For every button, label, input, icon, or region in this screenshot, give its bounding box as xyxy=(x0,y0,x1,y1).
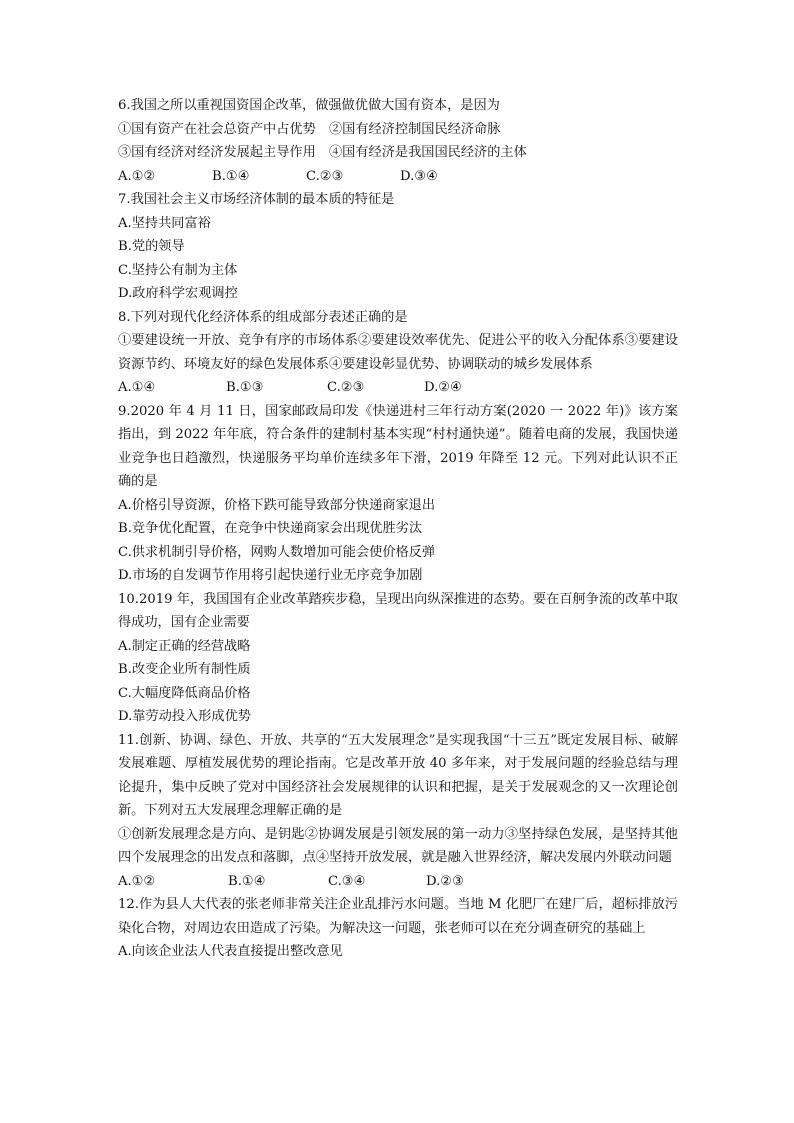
q6-options xyxy=(118,165,678,189)
question-9 xyxy=(118,400,678,588)
q12-stem: 12.作为县人大代表的张老师非常关注企业乱排污水问题。当地 M 化肥厂在建厂后，超标排放污染化合物，对周边农田造成了污染。为解决这一问题，张老师可以在充分调查研究的基础上 xyxy=(118,897,678,936)
q6-stem: 6.我国之所以重视国资国企改革，做强做优做大国有资本，是因为 xyxy=(118,98,500,113)
q11-statements: ①创新发展理念是方向、是钥匙②协调发展是引领发展的第一动力③坚持绿色发展，是坚持其他四个发展理念的出发点和落脚，点④坚持开放发展，就是融入世界经济，解决发展内外联动问题 xyxy=(118,826,678,865)
q8-option-c[interactable]: C.②③ xyxy=(327,380,365,395)
q12-option-a[interactable]: A.向该企业法人代表直接提出整改意见 xyxy=(118,944,343,959)
q6-option-c[interactable]: C.②③ xyxy=(306,168,344,184)
q8-options xyxy=(118,376,678,400)
q11-stem: 11.创新、协调、绿色、开放、共享的“五大发展理念”是实现我国“十三五”既定发展目标、破解发展难题、厚植发展优势的理论指南。它是改革开放 40 多年来，对于发展问题的经验总结与理论提升，集中反映了党对中国经济社会发展规律的认识和把握，是关于发展观念的又一次理论创新。下列对五大发展理念理解正确的是 xyxy=(118,732,678,818)
question-12 xyxy=(118,893,678,964)
q10-option-a[interactable]: A.制定正确的经营战略 xyxy=(118,638,251,654)
q6-option-a[interactable]: A.①② xyxy=(118,168,156,184)
question-11 xyxy=(118,729,678,894)
q7-option-d[interactable]: D.政府科学宏观调控 xyxy=(118,286,238,301)
q6-option-d[interactable]: D.③④ xyxy=(400,168,438,184)
q11-option-d[interactable]: D.②③ xyxy=(426,873,464,889)
q9-option-d[interactable]: D.市场的自发调节作用将引起快递行业无序竞争加剧 xyxy=(118,568,423,583)
exam-page xyxy=(118,94,678,964)
q7-option-c[interactable]: C.坚持公有制为主体 xyxy=(118,262,238,278)
q10-option-b[interactable]: B.改变企业所有制性质 xyxy=(118,662,251,677)
question-6 xyxy=(118,94,678,188)
q11-option-c[interactable]: C.③④ xyxy=(328,873,366,889)
question-10 xyxy=(118,588,678,729)
q7-option-b[interactable]: B.党的领导 xyxy=(118,239,185,254)
q8-option-b[interactable]: B.①③ xyxy=(226,380,264,395)
q8-option-a[interactable]: A.①④ xyxy=(118,380,156,395)
q6-statement-1: ①国有资产在社会总资产中占优势 ②国有经济控制国民经济命脉 xyxy=(118,121,501,137)
q6-option-b[interactable]: B.①④ xyxy=(212,168,250,184)
q9-option-b[interactable]: B.竞争优化配置，在竞争中快递商家会出现优胜劣汰 xyxy=(118,521,423,536)
q6-statement-2: ③国有经济对经济发展起主导作用 ④国有经济是我国国民经济的主体 xyxy=(118,145,527,160)
q11-option-a[interactable]: A.①② xyxy=(118,873,156,889)
q9-stem: 9.2020 年 4 月 11 日，国家邮政局印发《快递进村三年行动方案(2020 一 2022 年)》该方案指出，到 2022 年年底，符合条件的建制村基本实现“村村通快递”。随着电商的发展，我国快递业竞争也日趋激烈，快递服务平均单价连续多年下滑，2019 年降至 12 元。下列对此认识不正确的是 xyxy=(118,403,678,489)
q10-option-c[interactable]: C.大幅度降低商品价格 xyxy=(118,685,251,701)
q8-statements: ①要建设统一开放、竞争有序的市场体系②要建设效率优先、促进公平的收入分配体系③要建设资源节约、环境友好的绿色发展体系④要建设彰显优势、协调联动的城乡发展体系 xyxy=(118,333,678,372)
q11-option-b[interactable]: B.①④ xyxy=(228,873,266,889)
q8-option-d[interactable]: D.②④ xyxy=(424,380,462,395)
q9-option-c[interactable]: C.供求机制引导价格，网购人数增加可能会使价格反弹 xyxy=(118,544,436,560)
question-8 xyxy=(118,306,678,400)
q7-option-a[interactable]: A.坚持共同富裕 xyxy=(118,215,211,231)
q7-stem: 7.我国社会主义市场经济体制的最本质的特征是 xyxy=(118,192,395,207)
q10-option-d[interactable]: D.靠劳动投入形成优势 xyxy=(118,709,251,724)
question-7 xyxy=(118,188,678,306)
q10-stem: 10.2019 年，我国国有企业改革踏疾步稳，呈现出向纵深推进的态势。要在百舸争流的改革中取得成功，国有企业需要 xyxy=(118,591,678,630)
q8-stem: 8.下列对现代化经济体系的组成部分表述正确的是 xyxy=(118,309,408,325)
q9-option-a[interactable]: A.价格引导资源，价格下跌可能导致部分快递商家退出 xyxy=(118,497,436,513)
q11-options xyxy=(118,870,678,894)
